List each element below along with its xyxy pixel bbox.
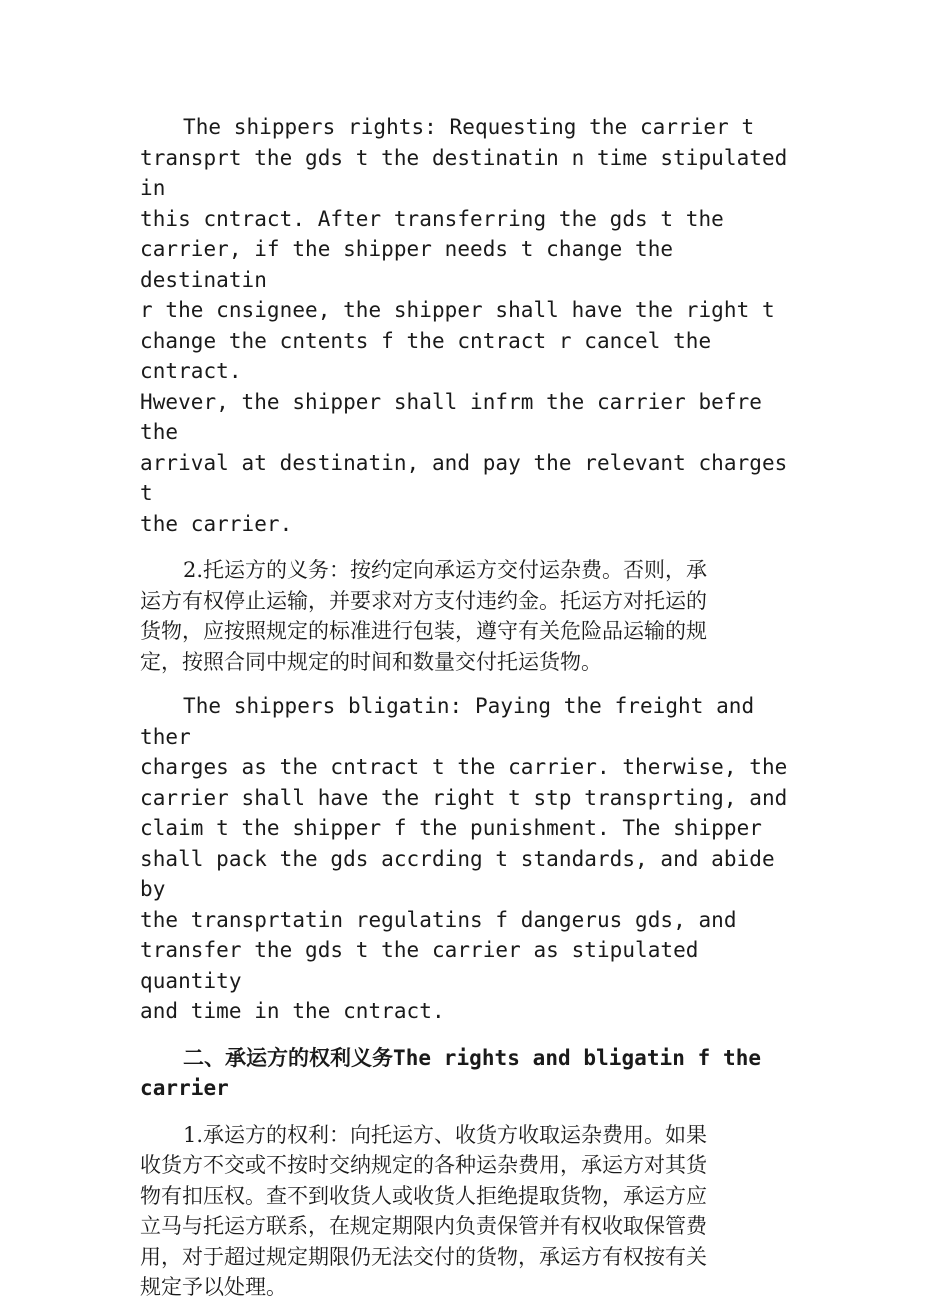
paragraph-shipper-rights-en: The shippers rights: Requesting the carrier t transprt the gds t the destinatin n time stipulated in this cntract. After transferring the gds t the carrier, if the shipper needs t change the destinatin r the cnsignee, the shipper shall have the right t change the cntents f the cntract r cancel the cntract. Hwever, the shipper shall infrm the carrier befre the arrival at destinatin, and pay the relevant charges t the carrier.: [140, 115, 788, 536]
section-heading-en: The rights and bligatin f the carrier: [140, 1045, 762, 1100]
paragraph-carrier-rights-zh: 1.承运方的权利：向托运方、收货方收取运杂费用。如果 收货方不交或不按时交纳规定的各种运杂费用，承运方对其货 物有扣压权。查不到收货人或收货人拒绝提取货物，承运方应 立马与托运方联系，在规定期限内负责保管并有权收取保管费 用，对于超过规定期限仍无法交付的货物，承运方有权按有关 规定予以处理。: [140, 1122, 708, 1299]
paragraph-shipper-obligation-zh: 2.托运方的义务：按约定向承运方交付运杂费。否则，承 运方有权停止运输，并要求对方支付违约金。托运方对托运的 货物，应按照规定的标准进行包装，遵守有关危险品运输的规 定，按照合同中规定的时间和数量交付托运货物。: [140, 558, 708, 674]
section-heading-zh: 二、承运方的权利义务: [183, 1044, 393, 1070]
document-body: [140, 112, 812, 1303]
paragraph-shipper-obligation-en: The shippers bligatin: Paying the freight and ther charges as the cntract t the carrier. therwise, the carrier shall have the right t stp transprting, and claim t the shipper f the punishment. The shipper shall pack the gds accrding t standards, and abide by the transprtatin regulatins f dangerus gds, and transfer the gds t the carrier as stipulated quantity and time in the cntract.: [140, 694, 788, 1023]
section-heading-carrier-rights: [140, 1043, 812, 1104]
